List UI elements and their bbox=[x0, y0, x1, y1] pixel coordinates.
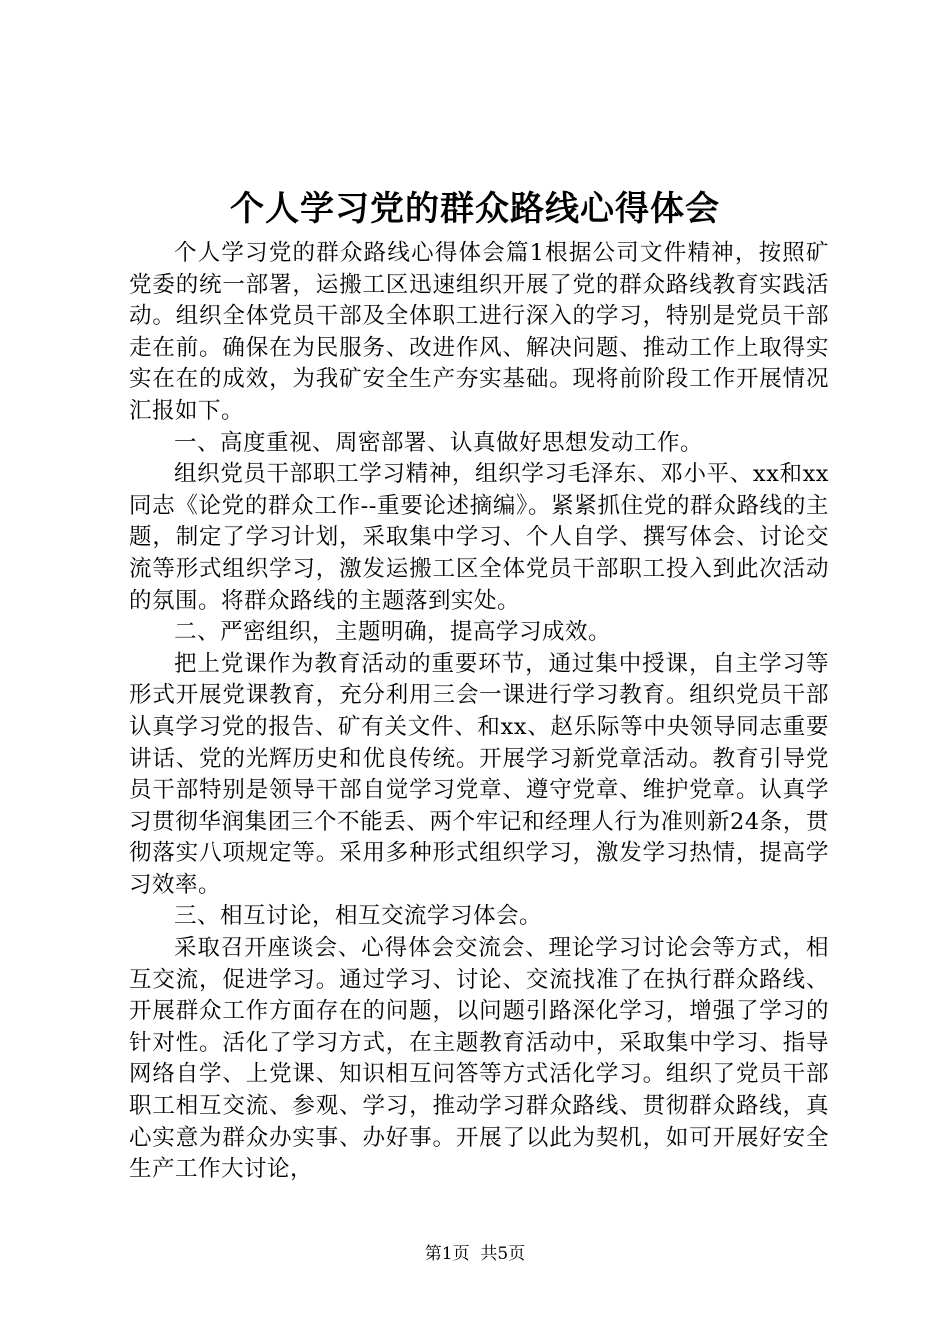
paragraph-section-2: 把上党课作为教育活动的重要环节，通过集中授课，自主学习等形式开展党课教育，充分利用三会一课进行学习教育。组织党员干部认真学习党的报告、矿有关文件、和xx、赵乐际等中央领导同志重要讲话、党的光辉历史和优良传统。开展学习新党章活动。教育引导党员干部特别是领导干部自觉学习党章、遵守党章、维护党章。认真学习贯彻华润集团三个不能丢、两个牢记和经理人行为准则新24条，贯彻落实八项规定等。采用多种形式组织学习，激发学习热情，提高学习效率。 bbox=[129, 650, 829, 898]
document-body bbox=[129, 238, 829, 1186]
section-heading-1: 一、高度重视、周密部署、认真做好思想发动工作。 bbox=[174, 429, 704, 456]
page-footer-number: 第1页 共5页 bbox=[424, 1244, 526, 1264]
paragraph-intro: 个人学习党的群众路线心得体会篇1根据公司文件精神，按照矿党委的统一部署，运搬工区迅速组织开展了党的群众路线教育实践活动。组织全体党员干部及全体职工进行深入的学习，特别是党员干部走在前。确保在为民服务、改进作风、解决问题、推动工作上取得实实在在的成效，为我矿安全生产夯实基础。现将前阶段工作开展情况汇报如下。 bbox=[129, 240, 829, 424]
paragraph-section-1: 组织党员干部职工学习精神，组织学习毛泽东、邓小平、xx和xx同志《论党的群众工作--重要论述摘编》。紧紧抓住党的群众路线的主题，制定了学习计划，采取集中学习、个人自学、撰写体会、讨论交流等形式组织学习，激发运搬工区全体党员干部职工投入到此次活动的氛围。将群众路线的主题落到实处。 bbox=[129, 461, 829, 614]
document-title: 个人学习党的群众路线心得体会 bbox=[230, 189, 720, 229]
paragraph-section-3: 采取召开座谈会、心得体会交流会、理论学习讨论会等方式，相互交流，促进学习。通过学习、讨论、交流找准了在执行群众路线、开展群众工作方面存在的问题，以问题引路深化学习，增强了学习的针对性。活化了学习方式，在主题教育活动中，采取集中学习、指导网络自学、上党课、知识相互问答等方式活化学习。组织了党员干部职工相互交流、参观、学习，推动学习群众路线、贯彻群众路线，真心实意为群众办实事、办好事。开展了以此为契机，如可开展好安全生产工作大讨论， bbox=[129, 935, 829, 1183]
section-heading-3: 三、相互讨论，相互交流学习体会。 bbox=[174, 903, 543, 930]
section-heading-2: 二、严密组织，主题明确，提高学习成效。 bbox=[174, 619, 612, 646]
